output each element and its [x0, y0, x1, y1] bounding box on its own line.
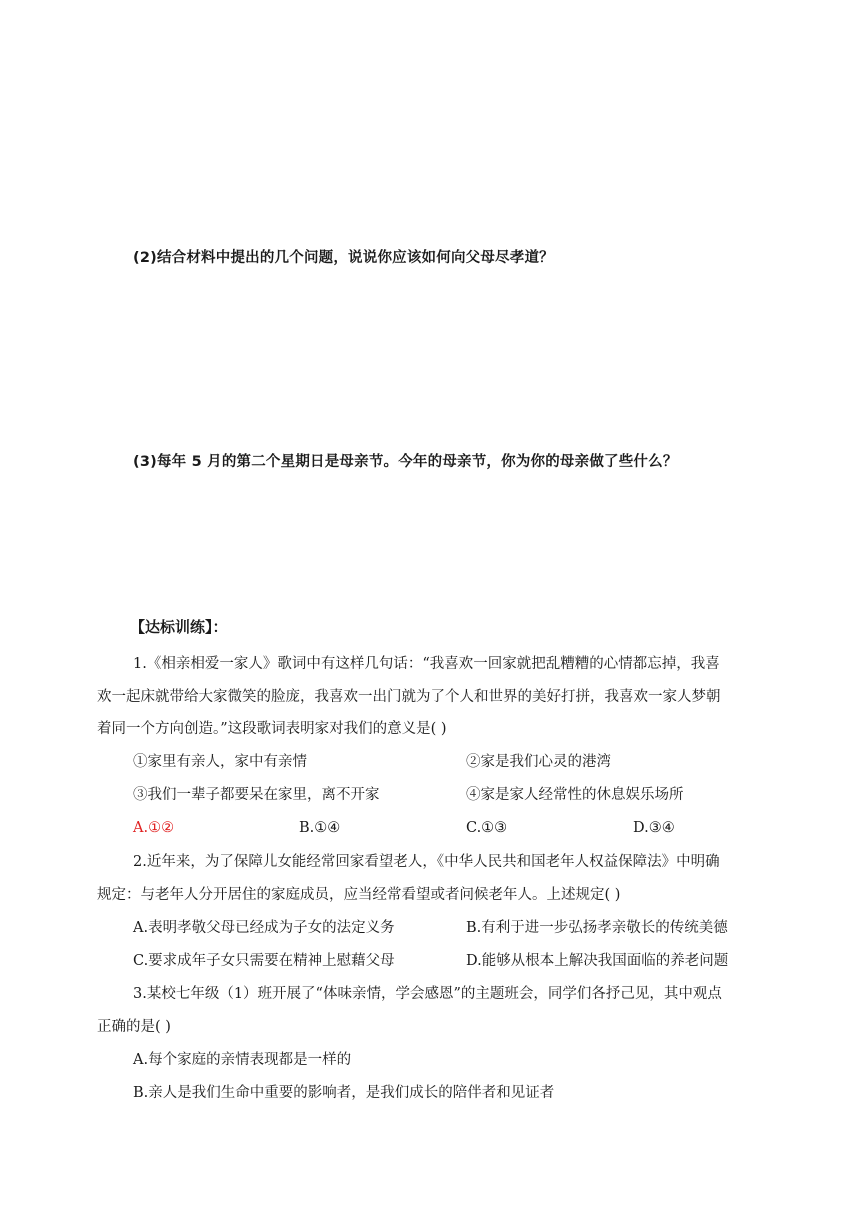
q2-option-d: D.能够从根本上解决我国面临的养老问题	[466, 953, 729, 969]
question-2-open: (2)结合材料中提出的几个问题，说说你应该如何向父母尽孝道？	[133, 250, 554, 266]
q1-item-2: ②家是我们心灵的港湾	[466, 754, 611, 770]
q1-option-b: B.①④	[299, 820, 341, 836]
q1-stem-line-1: 1.《相亲相爱一家人》歌词中有这样几句话：“我喜欢一回家就把乱糟糟的心情都忘掉，我喜	[133, 656, 720, 672]
q2-stem-line-1: 2.近年来，为了保障儿女能经常回家看望老人，《中华人民共和国老年人权益保障法》中明确	[133, 854, 720, 870]
q3-stem-line-1: 3.某校七年级（1）班开展了“体味亲情，学会感恩”的主题班会，同学们各抒己见，其中观点	[133, 986, 722, 1002]
q2-stem-line-2: 规定：与老年人分开居住的家庭成员，应当经常看望或者问候老年人。上述规定( )	[97, 887, 621, 903]
q1-option-c: C.①③	[466, 820, 508, 836]
q3-option-a: A.每个家庭的亲情表现都是一样的	[133, 1052, 352, 1068]
q1-option-d: D.③④	[633, 820, 675, 836]
q3-option-b: B.亲人是我们生命中重要的影响者，是我们成长的陪伴者和见证者	[133, 1085, 555, 1101]
q2-option-c: C.要求成年子女只需要在精神上慰藉父母	[133, 953, 395, 969]
q1-stem-line-3: 着同一个方向创造。”这段歌词表明家对我们的意义是( )	[97, 721, 447, 737]
q1-item-1: ①家里有亲人，家中有亲情	[133, 754, 307, 770]
q2-option-a: A.表明孝敬父母已经成为子女的法定义务	[133, 920, 395, 936]
q2-option-b: B.有利于进一步弘扬孝亲敬长的传统美德	[466, 920, 728, 936]
section-title: 【达标训练】：	[130, 618, 228, 636]
q3-stem-line-2: 正确的是( )	[97, 1019, 171, 1035]
q1-item-3: ③我们一辈子都要呆在家里，离不开家	[133, 787, 380, 803]
q1-option-a: A.①②	[133, 820, 175, 836]
question-3-open: (3)每年 5 月的第二个星期日是母亲节。今年的母亲节，你为你的母亲做了些什么？	[133, 454, 678, 470]
q1-item-4: ④家是家人经常性的休息娱乐场所	[466, 787, 684, 803]
q1-stem-line-2: 欢一起床就带给大家微笑的脸庞，我喜欢一出门就为了个人和世界的美好打拼，我喜欢一家人梦朝	[97, 689, 721, 705]
